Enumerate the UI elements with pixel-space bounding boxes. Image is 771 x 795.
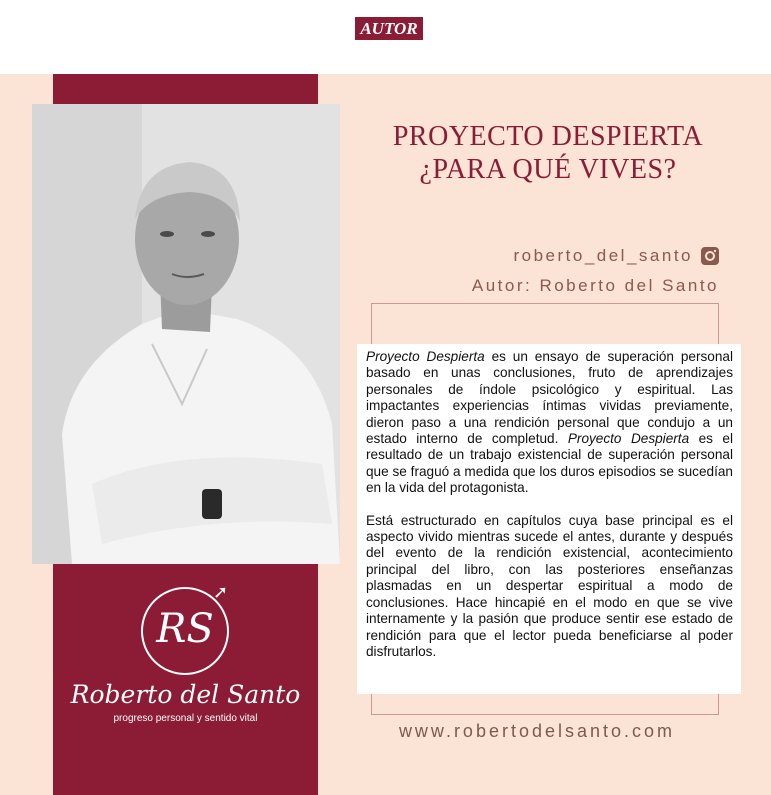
title-line-1: PROYECTO DESPIERTA bbox=[392, 121, 704, 152]
book-title bbox=[362, 120, 734, 186]
arrow-icon: ➚ bbox=[213, 582, 229, 602]
logo-name: Roberto del Santo bbox=[70, 680, 301, 709]
instagram-icon[interactable] bbox=[701, 247, 719, 265]
title-line-2: ¿PARA QUÉ VIVES? bbox=[419, 154, 677, 185]
description-paragraph-2: Está estructurado en capítulos cuya base principal es el aspecto vivido mientras sucede el antes, durante y después del evento de la rendición existencial, acontecimiento principal del libro, con las posteriores enseñanzas plasmadas en un despertar espiritual a modo de conclusiones. Hace hincapié en el modo en que se vive internamente y la pasión que produce sentir ese estado de rendición para que el lector pueda beneficiarse al poder disfrutarlos. bbox=[366, 512, 733, 659]
author-portrait-illustration bbox=[32, 104, 340, 564]
book-description bbox=[357, 344, 741, 694]
logo-tagline: progreso personal y sentido vital bbox=[113, 713, 258, 724]
instagram-handle-text[interactable]: roberto_del_santo bbox=[513, 246, 693, 265]
author-credit: Autor: Roberto del Santo bbox=[471, 276, 719, 295]
section-label: AUTOR bbox=[355, 17, 423, 40]
author-photo bbox=[32, 104, 340, 564]
brand-logo bbox=[53, 575, 318, 745]
description-paragraph-1: Proyecto Despierta es un ensayo de superación personal basado en unas conclusiones, fruto de aprendizajes personales de índole psicológico y espiritual. Las impactantes experiencias íntimas vividas previamente, dieron paso a una rendición personal que condujo a un estado interno de completud. Proyecto Despierta es el resultado de un trabajo existencial de superación personal que se fraguó a medida que los duros episodios se sucedían en la vida del protagonista. bbox=[366, 349, 733, 496]
logo-monogram: RS bbox=[156, 606, 214, 652]
website-link[interactable]: www.robertodelsanto.com bbox=[398, 721, 676, 741]
instagram-handle[interactable] bbox=[513, 244, 719, 268]
